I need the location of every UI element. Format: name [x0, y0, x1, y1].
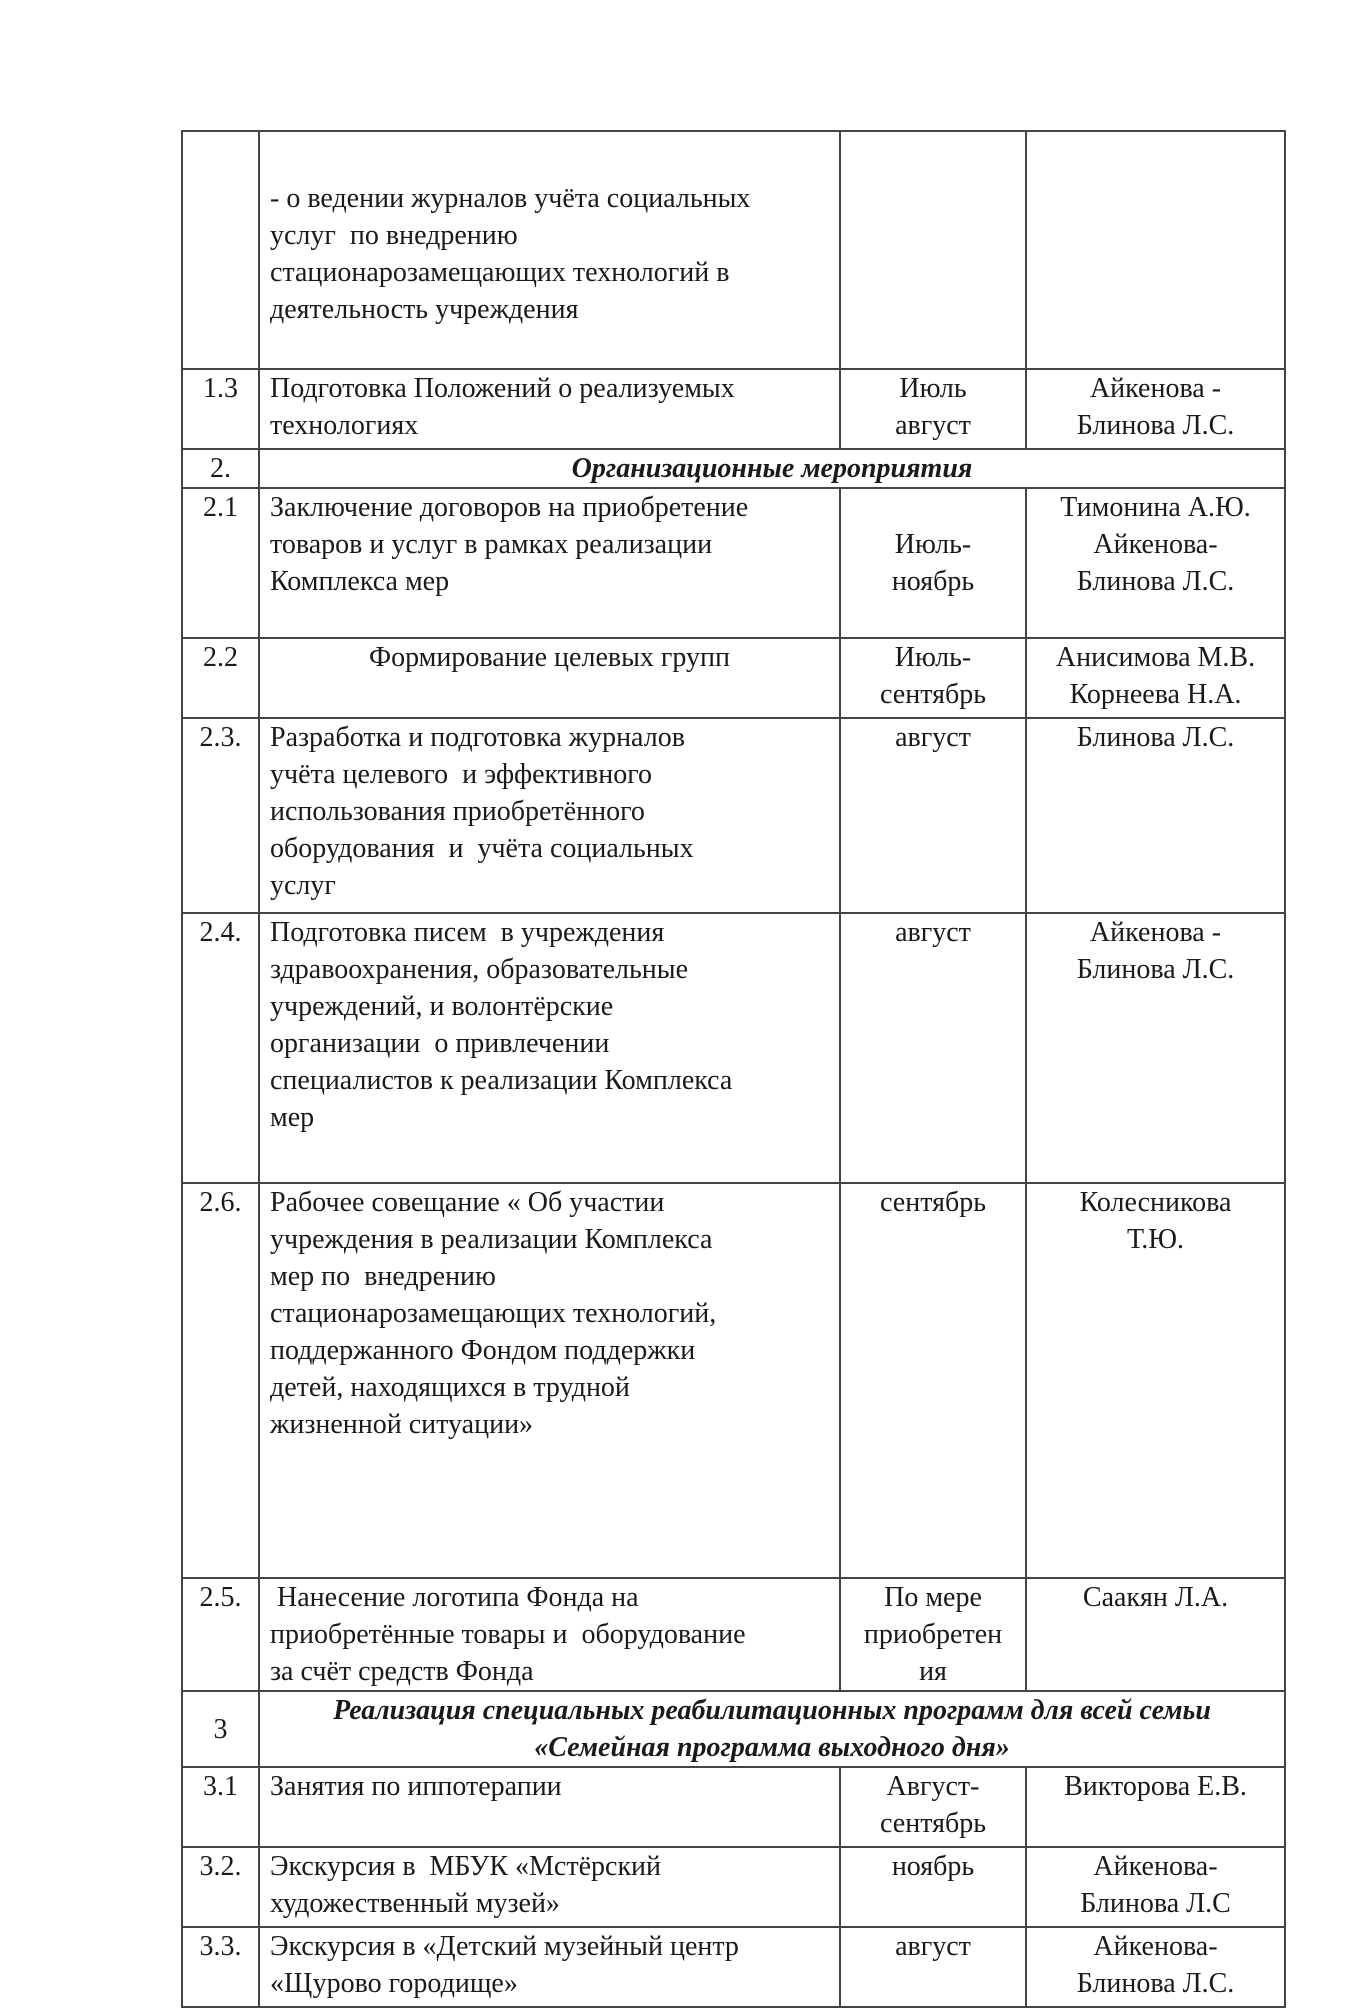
activity-line: Подготовка писем в учреждения: [270, 917, 665, 948]
activity-line: организации о привлечении: [270, 1028, 610, 1059]
activity-line: Формирование целевых групп: [368, 642, 730, 673]
activity-line: учёта целевого и эффективного: [270, 759, 652, 790]
activity-line: жизненной ситуации»: [270, 1409, 534, 1440]
item-number-cell: [182, 638, 259, 718]
activity-line: деятельность учреждения: [270, 294, 579, 325]
responsible-line: Викторова Е.В.: [1064, 1771, 1247, 1802]
section-title-line: Организационные мероприятия: [571, 453, 973, 484]
activity-line: Заключение договоров на приобретение: [270, 492, 749, 523]
activity-cell: [259, 1183, 840, 1578]
table-row: [182, 638, 1285, 718]
item-number-cell: [182, 131, 259, 369]
activity-line: оборудования и учёта социальных: [270, 833, 694, 864]
item-number-cell: [182, 1691, 259, 1767]
activity-line: учреждения в реализации Комплекса: [270, 1224, 713, 1255]
date-line: сентябрь: [880, 1187, 986, 1218]
activity-line: товаров и услуг в рамках реализации: [270, 529, 713, 560]
date-line: Июль: [899, 373, 967, 404]
activity-cell: [259, 638, 840, 718]
table-row: [182, 1183, 1285, 1578]
table-row: [182, 488, 1285, 638]
activity-line: за счёт средств Фонда: [270, 1656, 534, 1687]
item-number: 2.5.: [199, 1582, 242, 1613]
activity-cell: [259, 718, 840, 913]
item-number-cell: [182, 1847, 259, 1927]
responsible-line: Саакян Л.А.: [1082, 1582, 1229, 1613]
date-cell: [840, 488, 1026, 638]
activity-line: использования приобретённого: [270, 796, 645, 827]
table-row: [182, 369, 1285, 449]
date-cell: [840, 131, 1026, 369]
item-number: 2.4.: [199, 917, 242, 948]
date-line: сентябрь: [880, 1808, 986, 1839]
activity-line: технологиях: [270, 410, 419, 441]
responsible-line: Блинова Л.С.: [1076, 410, 1235, 441]
responsible-cell: [1026, 131, 1285, 369]
item-number: 3.2.: [199, 1851, 242, 1882]
date-cell: [840, 1767, 1026, 1847]
activity-cell: [259, 131, 840, 369]
activity-line: приобретённые товары и оборудование: [270, 1619, 746, 1650]
date-line: ия: [919, 1656, 947, 1687]
table-row: [182, 1767, 1285, 1847]
responsible-line: Айкенова-: [1093, 529, 1218, 560]
responsible-cell: [1026, 1767, 1285, 1847]
item-number: 2.2: [203, 642, 238, 673]
activity-line: художественный музей»: [270, 1888, 560, 1919]
section-title-line: Реализация специальных реабилитационных программ для всей семьи: [333, 1695, 1211, 1726]
activity-line: Нанесение логотипа Фонда на: [270, 1582, 639, 1613]
activity-cell: [259, 488, 840, 638]
item-number: 3.3.: [199, 1931, 242, 1962]
responsible-line: Айкенова-: [1093, 1851, 1218, 1882]
item-number: 2.6.: [199, 1187, 242, 1218]
date-cell: [840, 913, 1026, 1183]
section-row: [182, 1691, 1285, 1767]
activity-line: учреждений, и волонтёрские: [270, 991, 614, 1022]
activity-line: Подготовка Положений о реализуемых: [270, 373, 735, 404]
table-row: [182, 131, 1285, 369]
section-title-line: «Семейная программа выходного дня»: [534, 1732, 1010, 1763]
date-line: Июль-: [894, 642, 972, 673]
activity-line: Разработка и подготовка журналов: [270, 722, 685, 753]
item-number-cell: [182, 1927, 259, 2007]
date-cell: [840, 369, 1026, 449]
responsible-cell: [1026, 1183, 1285, 1578]
responsible-line: Айкенова -: [1089, 917, 1222, 948]
date-line: ноябрь: [891, 1851, 975, 1882]
date-line: По мере: [884, 1582, 982, 1613]
activity-cell: [259, 1767, 840, 1847]
activity-cell: [259, 1847, 840, 1927]
item-number-cell: [182, 718, 259, 913]
table-row: [182, 1847, 1285, 1927]
activity-line: здравоохранения, образовательные: [270, 954, 689, 985]
date-cell: [840, 1578, 1026, 1691]
item-number-cell: [182, 1767, 259, 1847]
activity-line: «Щурово городище»: [270, 1968, 518, 1999]
item-number: 3.1: [203, 1771, 238, 1802]
item-number: 2.1: [203, 492, 238, 523]
activity-line: специалистов к реализации Комплекса: [270, 1065, 733, 1096]
date-cell: [840, 718, 1026, 913]
date-cell: [840, 1847, 1026, 1927]
date-line: август: [895, 917, 971, 948]
section-row: [182, 449, 1285, 488]
activity-cell: [259, 369, 840, 449]
responsible-line: Т.Ю.: [1126, 1224, 1185, 1255]
responsible-cell: [1026, 638, 1285, 718]
responsible-line: Айкенова -: [1089, 373, 1222, 404]
responsible-cell: [1026, 718, 1285, 913]
section-title-cell: [259, 449, 1285, 488]
responsible-line: Анисимова М.В.: [1055, 642, 1256, 673]
date-line: Июль-: [894, 529, 972, 560]
responsible-cell: [1026, 488, 1285, 638]
item-number-cell: [182, 449, 259, 488]
activity-line: стационарозамещающих технологий,: [270, 1298, 717, 1329]
item-number: 2.: [210, 453, 231, 484]
responsible-line: Блинова Л.С.: [1076, 954, 1235, 985]
table-row: [182, 1927, 1285, 2007]
date-cell: [840, 1927, 1026, 2007]
responsible-cell: [1026, 369, 1285, 449]
responsible-line: Блинова Л.С.: [1076, 566, 1235, 597]
date-line: приобретен: [863, 1619, 1003, 1650]
item-number-cell: [182, 913, 259, 1183]
responsible-cell: [1026, 1847, 1285, 1927]
item-number: 1.3: [203, 373, 238, 404]
item-number-cell: [182, 1578, 259, 1691]
responsible-cell: [1026, 913, 1285, 1183]
item-number-cell: [182, 488, 259, 638]
item-number-cell: [182, 369, 259, 449]
activity-line: мер по внедрению: [270, 1261, 496, 1292]
responsible-cell: [1026, 1927, 1285, 2007]
date-line: ноябрь: [891, 566, 975, 597]
activity-line: - о ведении журналов учёта социальных: [270, 183, 751, 214]
date-line: август: [895, 1931, 971, 1962]
activity-line: поддержанного Фондом поддержки: [270, 1335, 696, 1366]
activity-line: детей, находящихся в трудной: [270, 1372, 630, 1403]
table-row: [182, 718, 1285, 913]
item-number: 3: [213, 1713, 228, 1745]
activity-cell: [259, 913, 840, 1183]
responsible-cell: [1026, 1578, 1285, 1691]
item-number: 2.3.: [199, 722, 242, 753]
date-line: сентябрь: [880, 679, 986, 710]
responsible-line: Колесникова: [1079, 1187, 1232, 1218]
activity-line: Экскурсия в «Детский музейный центр: [270, 1931, 739, 1962]
date-cell: [840, 1183, 1026, 1578]
activity-line: Рабочее совещание « Об участии: [270, 1187, 665, 1218]
responsible-line: Корнеева Н.А.: [1069, 679, 1242, 710]
table-body: [182, 131, 1285, 2007]
responsible-line: Блинова Л.С: [1080, 1888, 1231, 1919]
action-plan-table: [181, 130, 1286, 2008]
activity-line: мер: [270, 1102, 315, 1133]
item-number-cell: [182, 1183, 259, 1578]
date-line: Август-: [886, 1771, 980, 1802]
activity-line: услуг: [270, 870, 336, 901]
activity-cell: [259, 1927, 840, 2007]
date-cell: [840, 638, 1026, 718]
date-line: август: [895, 410, 971, 441]
responsible-line: Блинова Л.С.: [1076, 722, 1235, 753]
responsible-line: Блинова Л.С.: [1076, 1968, 1235, 1999]
section-title-cell: [259, 1691, 1285, 1767]
activity-line: Комплекса мер: [270, 566, 450, 597]
date-line: август: [895, 722, 971, 753]
activity-line: стационарозамещающих технологий в: [270, 257, 730, 288]
table-row: [182, 913, 1285, 1183]
activity-cell: [259, 1578, 840, 1691]
responsible-line: Айкенова-: [1093, 1931, 1218, 1962]
activity-line: услуг по внедрению: [270, 220, 518, 251]
responsible-line: Тимонина А.Ю.: [1060, 492, 1251, 523]
activity-line: Экскурсия в МБУК «Мстёрский: [270, 1851, 662, 1882]
table-row: [182, 1578, 1285, 1691]
activity-line: Занятия по иппотерапии: [270, 1771, 562, 1802]
